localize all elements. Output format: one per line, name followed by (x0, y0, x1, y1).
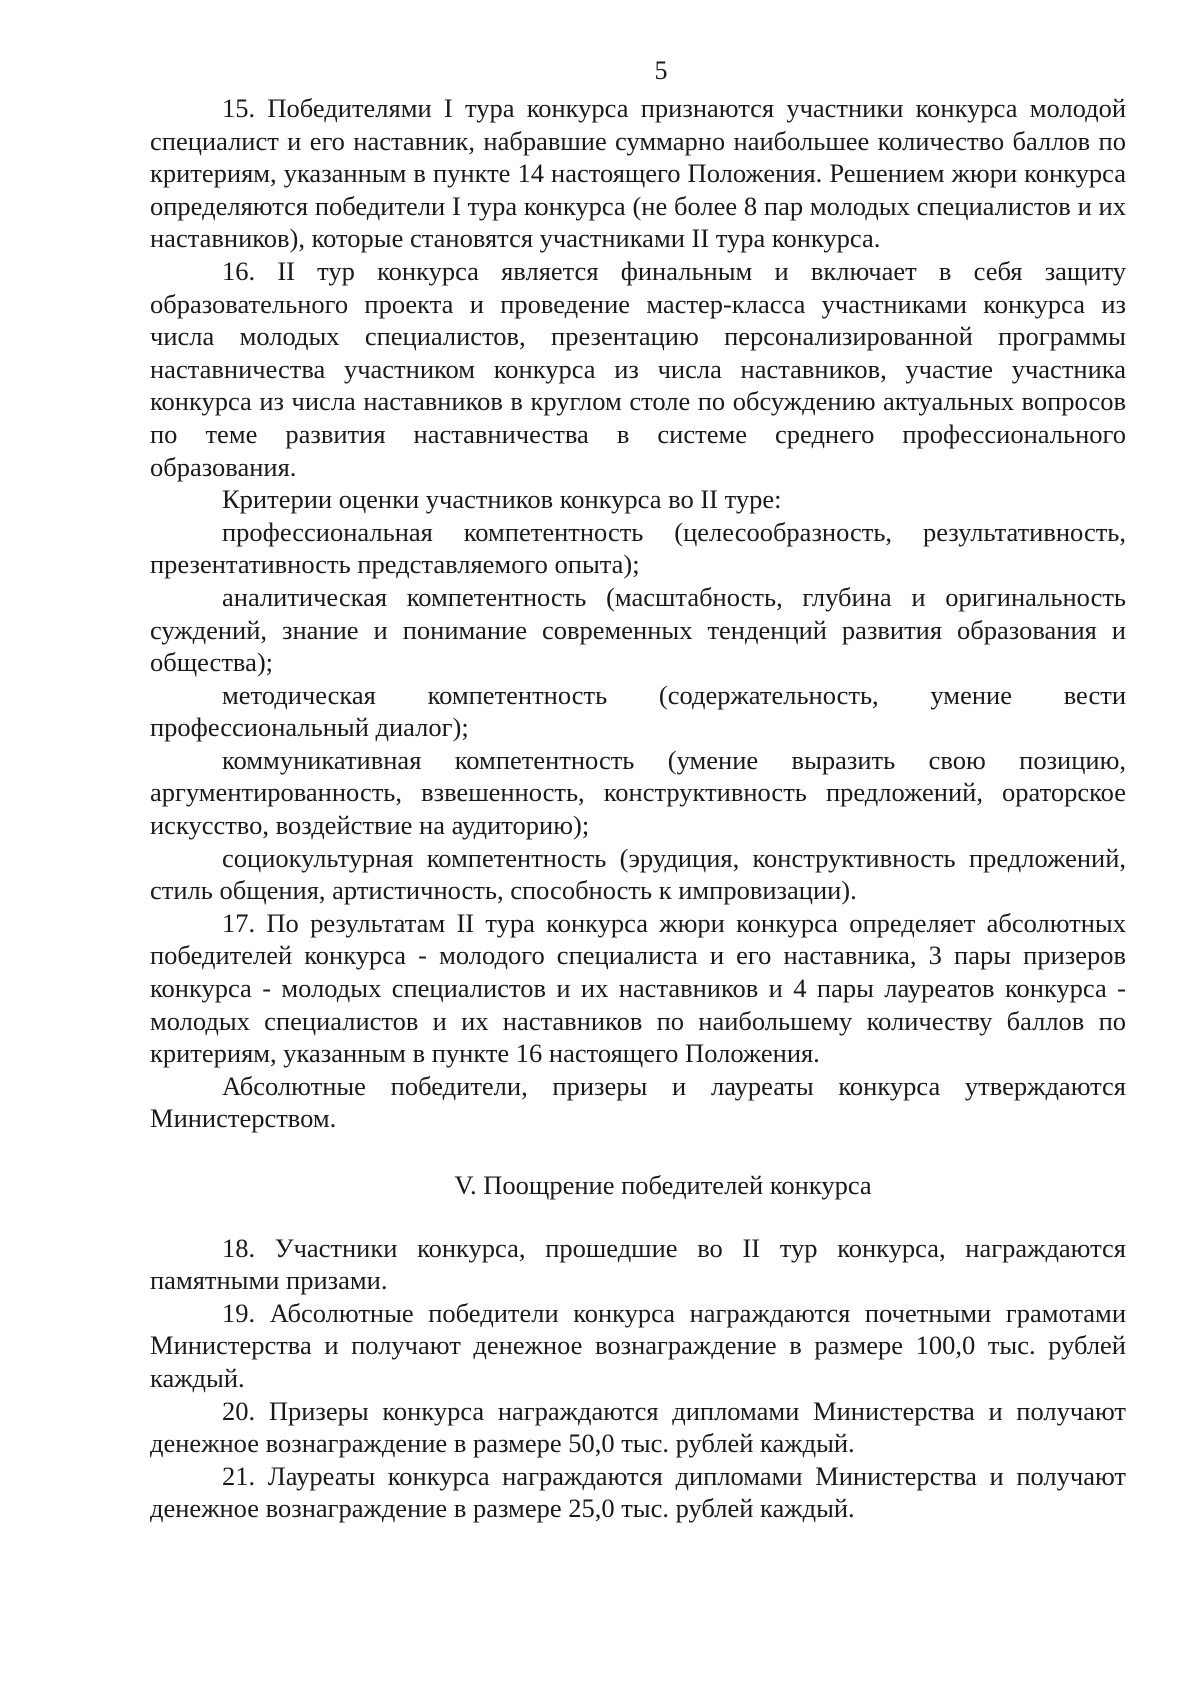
section-heading: V. Поощрение победителей конкурса (454, 1170, 872, 1200)
criterion-methodical: методическая компетентность (содержательность, умение вести профессиональный диалог); (150, 679, 1126, 743)
paragraph-16: 16. II тур конкурса является финальным и включает в себя защиту образовательного проекта и проведение мастер-класса участниками конкурса из числа молодых специалистов, презентацию персонализированной программы наставничества участником конкурса из числа наставников, участие участника конкурса из числа наставников в круглом столе по обсуждению актуальных вопросов по теме развития наставничества в системе среднего профессионального образования. (150, 255, 1126, 482)
paragraph-approval: Абсолютные победители, призеры и лауреаты конкурса утверждаются Министерством. (150, 1070, 1126, 1134)
paragraph-17: 17. По результатам II тура конкурса жюри конкурса определяет абсолютных победителей конкурса - молодого специалиста и его наставника, 3 пары призеров конкурса - молодых специалистов и их наставников и 4 пары лауреатов конкурса - молодых специалистов и их наставников по наибольшему количеству баллов по критериям, указанным в пункте 16 настоящего Положения. (150, 907, 1126, 1069)
criterion-professional: профессиональная компетентность (целесообразность, результативность, презентативность представляемого опыта); (150, 516, 1126, 580)
paragraph-15: 15. Победителями I тура конкурса признаются участники конкурса молодой специалист и его наставник, набравшие суммарно наибольшее количество баллов по критериям, указанным в пункте 14 настоящего Положения. Решением жюри конкурса определяются победители I тура конкурса (не более 8 пар молодых специалистов и их наставников), которые становятся участниками II тура конкурса. (150, 93, 1126, 254)
criterion-sociocultural: социокультурная компетентность (эрудиция, конструктивность предложений, стиль общения, артистичность, способность к импровизации). (150, 842, 1126, 906)
paragraph-20: 20. Призеры конкурса награждаются дипломами Министерства и получают денежное вознаграждение в размере 50,0 тыс. рублей каждый. (150, 1395, 1126, 1459)
page-number: 5 (654, 56, 668, 85)
paragraph-18: 18. Участники конкурса, прошедшие во II тур конкурса, награждаются памятными призами. (150, 1232, 1126, 1296)
document-page (150, 56, 1126, 1525)
paragraph-19: 19. Абсолютные победители конкурса награждаются почетными грамотами Министерства и получают денежное вознаграждение в размере 100,0 тыс. рублей каждый. (150, 1297, 1126, 1393)
paragraph-21: 21. Лауреаты конкурса награждаются дипломами Министерства и получают денежное вознаграждение в размере 25,0 тыс. рублей каждый. (150, 1460, 1126, 1524)
criteria-intro: Критерии оценки участников конкурса во II туре: (222, 484, 782, 515)
criterion-analytical: аналитическая компетентность (масштабность, глубина и оригинальность суждений, знание и понимание современных тенденций развития образования и общества); (150, 581, 1126, 678)
criterion-communicative: коммуникативная компетентность (умение выразить свою позицию, аргументированность, взвешенность, конструктивность предложений, ораторское искусство, воздействие на аудиторию); (150, 744, 1126, 841)
